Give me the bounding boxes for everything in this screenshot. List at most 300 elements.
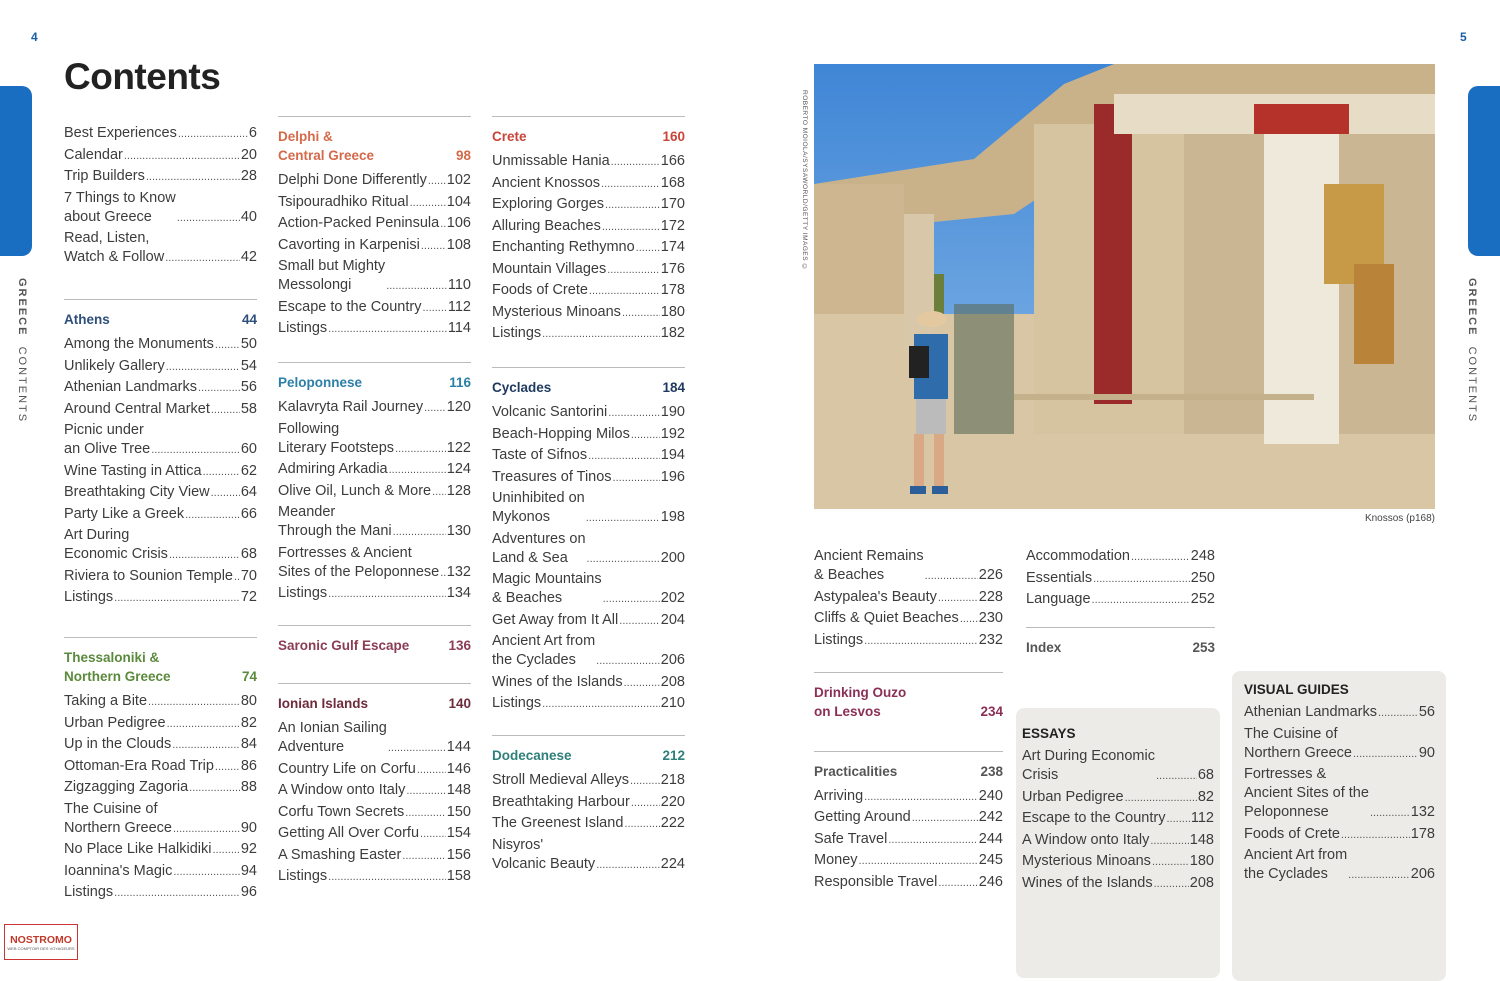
knossos-illustration <box>814 64 1435 509</box>
toc-entry[interactable] <box>1244 825 1435 844</box>
section-page: 140 <box>448 696 471 711</box>
intro-list <box>64 124 257 267</box>
toc-entry-title: Mountain Villages <box>492 260 607 277</box>
toc-entry-title: Uninhibited on Mykonos <box>492 490 585 525</box>
toc-entry[interactable] <box>1022 852 1214 871</box>
side-label-brand: GREECE <box>1466 278 1478 337</box>
toc-entry-title: Ancient Knossos <box>492 174 601 191</box>
toc-entry[interactable] <box>492 152 685 171</box>
toc-entry-page: 244 <box>978 830 1003 847</box>
ionian-list <box>278 719 471 886</box>
toc-entry[interactable] <box>1244 703 1435 722</box>
toc-entry-page: 86 <box>240 757 257 774</box>
section-thessaloniki <box>64 637 257 902</box>
section-title: Saronic Gulf Escape <box>278 638 410 653</box>
toc-entry-page: 222 <box>660 815 685 831</box>
leader-dots <box>589 286 660 297</box>
section-header[interactable] <box>64 637 257 686</box>
toc-entry-page: 90 <box>1418 744 1435 761</box>
toc-entry[interactable] <box>492 694 685 713</box>
toc-entry[interactable] <box>64 757 257 776</box>
toc-entry[interactable] <box>64 124 257 143</box>
leader-dots <box>417 765 446 776</box>
section-page: 116 <box>449 375 471 390</box>
toc-entry[interactable] <box>64 840 257 859</box>
toc-entry[interactable] <box>64 800 257 838</box>
thessaloniki-list <box>64 692 257 902</box>
toc-entry-page: 190 <box>660 404 685 420</box>
toc-entry[interactable] <box>64 357 257 376</box>
photo-credit: ROBERTO MOIOLA/SYSAWORLD/GETTY IMAGES © <box>801 90 808 271</box>
toc-entry[interactable] <box>278 257 471 295</box>
section-header[interactable] <box>64 299 257 329</box>
toc-entry-page: 210 <box>660 695 685 711</box>
section-header[interactable] <box>1026 627 1215 657</box>
toc-entry-title: Foods of Crete <box>492 282 588 298</box>
toc-entry[interactable] <box>492 836 685 874</box>
toc-entry[interactable] <box>64 462 257 481</box>
leader-dots <box>586 513 660 524</box>
practicalities-list <box>814 787 1003 892</box>
toc-entry-page: 66 <box>240 505 257 522</box>
toc-entry[interactable] <box>278 846 471 865</box>
leader-dots <box>605 200 660 211</box>
leader-dots <box>167 719 240 730</box>
toc-entry-title: Volcanic Santorini <box>492 404 608 420</box>
toc-entry-page: 156 <box>446 846 471 863</box>
toc-entry-title: Listings <box>492 325 542 341</box>
toc-entry-title: Taste of Sifnos <box>492 447 588 463</box>
toc-entry-title: Unlikely Gallery <box>64 357 165 374</box>
toc-entry-page: 128 <box>446 482 471 499</box>
leader-dots <box>888 835 977 846</box>
toc-entry[interactable] <box>1022 874 1214 893</box>
toc-entry-page: 178 <box>660 282 685 298</box>
toc-entry[interactable] <box>64 588 257 607</box>
toc-entry-page: 20 <box>240 146 257 163</box>
leader-dots <box>1154 879 1189 890</box>
leader-dots <box>146 172 240 183</box>
leader-dots <box>198 383 240 394</box>
toc-entry-title: Around Central Market <box>64 400 210 417</box>
toc-entry[interactable] <box>814 547 1003 585</box>
toc-entry-page: 228 <box>978 588 1003 605</box>
section-header[interactable] <box>492 116 685 146</box>
toc-entry-page: 56 <box>240 379 257 395</box>
toc-entry-page: 180 <box>660 303 685 320</box>
toc-entry-page: 200 <box>660 549 685 566</box>
leader-dots <box>215 340 240 351</box>
toc-column-2 <box>278 116 471 889</box>
section-page: 238 <box>980 763 1003 779</box>
toc-entry[interactable] <box>64 146 257 165</box>
toc-entry[interactable] <box>492 771 685 790</box>
section-title: Cyclades <box>492 380 552 395</box>
toc-entry[interactable] <box>278 482 471 501</box>
crete-list <box>492 152 685 343</box>
section-title: Ionian Islands <box>278 696 369 711</box>
toc-entry[interactable] <box>492 217 685 236</box>
toc-entry[interactable] <box>278 420 471 458</box>
side-label-brand: GREECE <box>16 278 28 337</box>
toc-entry[interactable] <box>492 489 685 527</box>
toc-entry[interactable] <box>64 421 257 459</box>
knossos-photo <box>814 64 1435 509</box>
section-page: 160 <box>662 129 685 144</box>
leader-dots <box>912 813 978 824</box>
toc-entry[interactable] <box>492 468 685 487</box>
leader-dots <box>1353 749 1418 760</box>
leader-dots <box>173 867 239 878</box>
section-practicalities <box>814 751 1003 892</box>
toc-entry[interactable] <box>492 324 685 343</box>
visual-guides-title: VISUAL GUIDES <box>1244 682 1349 697</box>
toc-entry-title: Stroll Medieval Alleys <box>492 772 629 788</box>
section-header[interactable] <box>492 735 685 765</box>
leader-dots <box>212 845 239 856</box>
toc-entry-title: Cliffs & Quiet Beaches <box>814 610 959 626</box>
toc-entry-title: Unmissable Hania <box>492 153 610 169</box>
leader-dots <box>624 678 660 689</box>
leader-dots <box>428 176 446 187</box>
toc-entry[interactable] <box>492 425 685 444</box>
toc-entry-page: 242 <box>978 809 1003 825</box>
section-header[interactable] <box>278 683 471 713</box>
toc-entry[interactable] <box>278 503 471 541</box>
section-page: 44 <box>241 312 257 327</box>
toc-entry-page: 112 <box>447 298 471 315</box>
toc-entry[interactable] <box>1026 547 1215 566</box>
toc-entry-title: Taking a Bite <box>64 693 148 709</box>
toc-entry-title: Listings <box>814 631 864 648</box>
toc-entry-page: 248 <box>1190 548 1215 564</box>
toc-entry-title: Beach-Hopping Milos <box>492 425 630 442</box>
toc-entry-title: Alluring Beaches <box>492 217 601 234</box>
toc-entry[interactable] <box>278 398 471 417</box>
leader-dots <box>440 219 446 230</box>
toc-entry-title: Foods of Crete <box>1244 825 1340 842</box>
toc-entry[interactable] <box>492 673 685 692</box>
toc-entry-title: Wine Tasting in Attica <box>64 462 202 479</box>
toc-entry[interactable] <box>64 483 257 502</box>
toc-entry[interactable] <box>492 814 685 833</box>
toc-entry-title: Trip Builders <box>64 168 145 184</box>
toc-entry-page: 172 <box>660 217 685 234</box>
leader-dots <box>328 872 446 883</box>
leader-dots <box>607 265 660 276</box>
section-header[interactable] <box>278 362 471 392</box>
leader-dots <box>177 213 240 224</box>
toc-entry-title: Wines of the Islands <box>1022 874 1153 891</box>
toc-entry-title: Get Away from It All <box>492 611 619 628</box>
toc-entry-page: 246 <box>978 873 1003 890</box>
toc-entry-page: 106 <box>446 215 471 231</box>
toc-entry[interactable] <box>64 567 257 586</box>
toc-entry[interactable] <box>814 830 1003 849</box>
page-title: Contents <box>64 56 221 97</box>
toc-entry[interactable] <box>1026 590 1215 609</box>
leader-dots <box>389 465 446 476</box>
toc-entry-title: Cavorting in Karpenisi <box>278 236 420 253</box>
toc-entry-title: Ancient Remains & Beaches <box>814 548 924 583</box>
section-title: Peloponnese <box>278 375 363 390</box>
toc-entry[interactable] <box>1244 725 1435 763</box>
leader-dots <box>601 179 660 190</box>
toc-entry[interactable] <box>814 588 1003 607</box>
toc-entry[interactable] <box>492 793 685 812</box>
toc-entry-title: Exploring Gorges <box>492 196 605 212</box>
toc-entry-page: 124 <box>446 461 471 477</box>
section-header[interactable] <box>814 672 1003 721</box>
section-lesvos <box>814 672 1003 721</box>
toc-entry-title: Art During Economic Crisis <box>1022 748 1155 783</box>
section-title: Crete <box>492 129 527 144</box>
toc-entry[interactable] <box>1026 569 1215 588</box>
section-index <box>1026 627 1215 657</box>
toc-entry[interactable] <box>64 862 257 881</box>
toc-entry[interactable] <box>492 303 685 322</box>
toc-entry-title: Urban Pedigree <box>64 714 166 731</box>
photo-caption: Knossos (p168) <box>1364 513 1435 524</box>
toc-entry[interactable] <box>492 260 685 279</box>
toc-entry[interactable] <box>492 195 685 214</box>
leader-dots <box>328 324 447 335</box>
toc-entry-page: 94 <box>240 862 257 879</box>
toc-entry[interactable] <box>1022 747 1214 785</box>
toc-entry-title: Tsipouradhiko Ritual <box>278 193 409 210</box>
toc-entry-title: The Cuisine of Northern Greece <box>1244 725 1352 761</box>
section-athens <box>64 299 257 607</box>
side-label-section: CONTENTS <box>16 346 28 424</box>
toc-entry-page: 208 <box>660 673 685 690</box>
toc-entry[interactable] <box>278 298 471 317</box>
toc-entry[interactable] <box>64 735 257 754</box>
section-header[interactable] <box>814 751 1003 781</box>
toc-entry-page: 122 <box>446 439 471 456</box>
practicalities-continued-list <box>1026 547 1215 609</box>
toc-entry[interactable] <box>278 867 471 886</box>
toc-entry-title: Calendar <box>64 146 123 163</box>
toc-entry[interactable] <box>64 526 257 564</box>
leader-dots <box>405 808 446 819</box>
toc-entry-title: Mysterious Minoans <box>492 303 621 320</box>
leader-dots <box>203 467 240 478</box>
toc-entry-page: 104 <box>446 193 471 210</box>
delphi-list <box>278 171 471 338</box>
toc-entry-title: Arriving <box>814 787 864 804</box>
toc-entry-page: 218 <box>660 772 685 788</box>
toc-entry-page: 56 <box>1418 704 1435 720</box>
toc-entry[interactable] <box>814 609 1003 628</box>
toc-entry[interactable] <box>492 446 685 465</box>
toc-entry-page: 120 <box>446 399 471 415</box>
leader-dots <box>151 445 240 456</box>
leader-dots <box>542 699 660 710</box>
leader-dots <box>1092 595 1190 606</box>
toc-entry[interactable] <box>492 611 685 630</box>
toc-entry-page: 148 <box>1189 831 1214 848</box>
toc-entry[interactable] <box>1022 831 1214 850</box>
athens-list <box>64 335 257 607</box>
toc-entry[interactable] <box>492 174 685 193</box>
toc-entry[interactable] <box>1022 809 1214 828</box>
toc-entry-page: 92 <box>240 841 257 857</box>
toc-entry-title: Best Experiences <box>64 125 177 141</box>
toc-entry[interactable] <box>64 189 257 227</box>
toc-entry[interactable] <box>64 335 257 354</box>
toc-entry[interactable] <box>64 692 257 711</box>
toc-entry[interactable] <box>492 281 685 300</box>
leader-dots <box>1093 574 1190 585</box>
toc-entry[interactable] <box>278 781 471 800</box>
leader-dots <box>611 157 660 168</box>
toc-entry-page: 130 <box>446 523 471 539</box>
leader-dots <box>185 510 240 521</box>
leader-dots <box>960 614 978 625</box>
toc-entry-title: 7 Things to Know about Greece <box>64 189 176 225</box>
logo-name: NOSTROMO <box>10 934 72 946</box>
toc-entry[interactable] <box>1244 765 1435 822</box>
toc-entry[interactable] <box>278 214 471 233</box>
section-title: Practicalities <box>814 763 898 779</box>
toc-entry[interactable] <box>492 403 685 422</box>
toc-entry-page: 58 <box>240 400 257 417</box>
leader-dots <box>211 488 240 499</box>
toc-entry-title: Listings <box>492 695 542 711</box>
toc-entry-page: 70 <box>240 567 257 584</box>
toc-entry-page: 146 <box>446 760 471 777</box>
toc-entry-page: 110 <box>447 277 471 293</box>
toc-entry[interactable] <box>278 544 471 582</box>
toc-entry[interactable] <box>64 883 257 902</box>
toc-entry[interactable] <box>278 460 471 479</box>
toc-entry-page: 150 <box>446 803 471 820</box>
toc-entry[interactable] <box>1022 788 1214 807</box>
side-label-section: CONTENTS <box>1466 346 1478 424</box>
toc-entry[interactable] <box>814 631 1003 650</box>
toc-entry[interactable] <box>64 714 257 733</box>
toc-entry[interactable] <box>278 584 471 603</box>
leader-dots <box>596 656 660 667</box>
toc-entry[interactable] <box>64 505 257 524</box>
leader-dots <box>124 151 240 162</box>
toc-entry[interactable] <box>64 229 257 267</box>
leader-dots <box>938 878 977 889</box>
leader-dots <box>864 636 978 647</box>
toc-entry-page: 240 <box>978 787 1003 804</box>
toc-entry-title: Ancient Art from the Cyclades <box>1244 847 1348 882</box>
toc-entry-page: 68 <box>1197 767 1214 783</box>
leader-dots <box>406 786 445 797</box>
section-header[interactable] <box>492 367 685 397</box>
toc-entry[interactable] <box>492 632 685 670</box>
toc-entry-title: Accommodation <box>1026 548 1130 564</box>
leader-dots <box>622 308 660 319</box>
toc-entry-title: The Greenest Island <box>492 815 624 831</box>
toc-entry-page: 68 <box>240 546 257 562</box>
toc-entry[interactable] <box>814 808 1003 827</box>
toc-entry-page: 154 <box>446 825 471 841</box>
toc-entry-page: 196 <box>660 468 685 485</box>
toc-entry-title: A Window onto Italy <box>278 782 406 798</box>
leader-dots <box>864 792 978 803</box>
toc-entry[interactable] <box>278 319 471 338</box>
toc-entry-title: Delphi Done Differently <box>278 172 427 188</box>
toc-entry[interactable] <box>278 803 471 822</box>
section-page: 136 <box>448 638 471 653</box>
toc-entry-title: Escape to the Country <box>278 298 422 315</box>
toc-entry[interactable] <box>278 171 471 190</box>
toc-entry-title: Corfu Town Secrets <box>278 803 405 820</box>
toc-entry-title: Escape to the Country <box>1022 810 1166 826</box>
leader-dots <box>1378 708 1418 719</box>
section-header[interactable] <box>278 625 471 655</box>
toc-entry[interactable] <box>278 824 471 843</box>
leader-dots <box>587 554 660 565</box>
nostromo-logo <box>4 924 78 960</box>
toc-entry-page: 176 <box>660 260 685 277</box>
toc-entry[interactable] <box>492 530 685 568</box>
toc-entry-title: Responsible Travel <box>814 873 938 890</box>
leader-dots <box>114 888 240 899</box>
toc-entry[interactable] <box>278 193 471 212</box>
toc-entry-page: 64 <box>240 484 257 500</box>
toc-entry[interactable] <box>492 570 685 608</box>
leader-dots <box>1370 808 1410 819</box>
leader-dots <box>165 253 240 264</box>
toc-entry[interactable] <box>814 787 1003 806</box>
leader-dots <box>422 303 446 314</box>
toc-entry-title: Ottoman-Era Road Trip <box>64 757 214 774</box>
leader-dots <box>388 743 446 754</box>
toc-entry-title: Safe Travel <box>814 830 888 847</box>
toc-entry-page: 132 <box>1410 804 1435 820</box>
toc-entry[interactable] <box>64 378 257 397</box>
toc-entry-title: Breathtaking City View <box>64 484 210 500</box>
toc-entry[interactable] <box>814 851 1003 870</box>
toc-entry[interactable] <box>64 778 257 797</box>
leader-dots <box>114 593 240 604</box>
toc-entry[interactable] <box>278 719 471 757</box>
toc-entry-page: 40 <box>240 208 257 225</box>
page-number-left: 4 <box>31 30 38 44</box>
toc-entry[interactable] <box>1244 846 1435 884</box>
toc-entry[interactable] <box>64 167 257 186</box>
toc-entry-page: 182 <box>660 325 685 341</box>
toc-entry-page: 112 <box>1190 810 1214 826</box>
toc-entry[interactable] <box>64 400 257 419</box>
toc-entry-title: Listings <box>64 589 114 605</box>
leader-dots <box>1156 771 1197 782</box>
toc-entry[interactable] <box>278 236 471 255</box>
side-label-left <box>16 278 28 423</box>
toc-entry-title: Astypalea's Beauty <box>814 588 937 605</box>
leader-dots <box>148 697 240 708</box>
toc-entry-page: 170 <box>660 196 685 212</box>
peloponnese-list <box>278 398 471 603</box>
toc-entry-title: Small but Mighty Messolongi <box>278 258 386 293</box>
toc-entry[interactable] <box>814 873 1003 892</box>
toc-entry-title: Party Like a Greek <box>64 505 185 522</box>
toc-entry[interactable] <box>278 760 471 779</box>
toc-entry[interactable] <box>492 238 685 257</box>
leader-dots <box>542 329 660 340</box>
section-header[interactable] <box>278 116 471 165</box>
leader-dots <box>619 616 660 627</box>
essays-list <box>1022 747 1214 893</box>
toc-entry-page: 134 <box>446 585 471 601</box>
toc-entry-page: 220 <box>660 793 685 810</box>
